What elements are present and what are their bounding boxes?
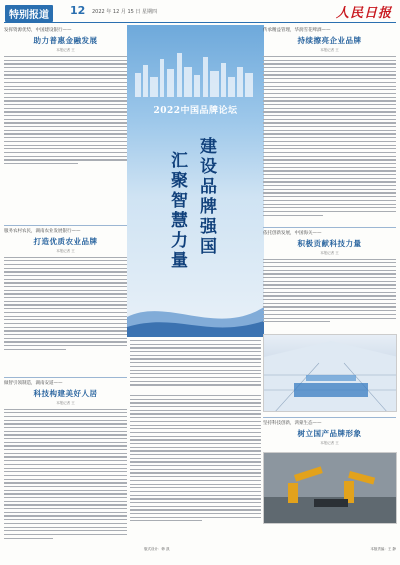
article-body bbox=[263, 259, 396, 323]
article-byline: 本报记者 王 bbox=[320, 250, 339, 255]
page-footer bbox=[4, 545, 396, 563]
article-headline: 持续擦亮企业品牌 bbox=[297, 36, 362, 45]
middle-bottom-text-block bbox=[130, 395, 261, 521]
article-byline: 本报记者 王 bbox=[320, 440, 339, 445]
article-5 bbox=[263, 225, 396, 322]
page-number: 12 bbox=[70, 4, 86, 17]
skyline-graphic bbox=[127, 47, 264, 97]
issue-date: 2022 年 12 月 15 日 星期四 bbox=[92, 9, 157, 15]
article-kicker: 做智引领制造，湖南安道—— bbox=[4, 380, 63, 386]
section-label: 特别报道 bbox=[5, 5, 53, 22]
article-byline: 本报记者 王 bbox=[56, 48, 75, 52]
article-headline: 打造优质农业品牌 bbox=[33, 236, 98, 246]
footer-designer: 版式设计：韩 凯 bbox=[144, 547, 170, 551]
article-headline: 积极贡献科技力量 bbox=[297, 238, 362, 248]
section-divider bbox=[4, 377, 127, 378]
article-6 bbox=[263, 415, 396, 449]
article-body bbox=[4, 56, 127, 164]
newspaper-logo: 人民日报 bbox=[335, 6, 392, 21]
article-3 bbox=[4, 375, 127, 539]
article-body bbox=[4, 257, 127, 350]
article-body bbox=[130, 395, 261, 521]
article-body bbox=[4, 409, 127, 539]
article-headline: 助力普惠金融发展 bbox=[33, 36, 98, 45]
article-kicker: 依托创新发展，中国海关—— bbox=[263, 230, 322, 236]
article-byline: 本报记者 王 bbox=[56, 400, 75, 405]
headline-vertical-1: 建设品牌强国 bbox=[196, 137, 216, 257]
masthead-rule bbox=[4, 22, 396, 23]
article-kicker: 服务农村农民，湖南农业发展银行—— bbox=[4, 228, 81, 234]
article-kicker: 发挥资源优势，中国建设银行—— bbox=[4, 28, 72, 33]
forum-title: 2022中国品牌论坛 bbox=[153, 106, 238, 116]
section-divider bbox=[263, 417, 396, 418]
article-kicker: 坚持科技创新，鸿蒙生态—— bbox=[263, 420, 322, 426]
article-1 bbox=[4, 25, 127, 164]
article-4 bbox=[263, 25, 396, 216]
headline-vertical-2: 汇聚智慧力量 bbox=[167, 151, 187, 271]
left-column bbox=[4, 25, 127, 545]
warehouse-photo bbox=[263, 334, 397, 412]
article-body bbox=[130, 340, 261, 386]
section-divider bbox=[263, 227, 396, 228]
article-byline: 本报记者 王 bbox=[320, 48, 339, 52]
article-kicker: 传承精益管理，华润雪花啤酒—— bbox=[263, 28, 331, 33]
ribbon-graphic bbox=[127, 277, 264, 337]
article-headline: 科技构建美好人居 bbox=[33, 388, 98, 398]
article-headline: 树立国产品牌形象 bbox=[297, 428, 362, 438]
masthead bbox=[0, 4, 400, 22]
factory-robot-photo bbox=[263, 452, 397, 524]
article-byline: 本报记者 王 bbox=[56, 248, 75, 253]
footer-editor: 本版责编：王 静 bbox=[370, 547, 396, 551]
article-2 bbox=[4, 223, 127, 350]
article-body bbox=[263, 56, 396, 216]
forum-poster bbox=[127, 25, 264, 337]
middle-column-text bbox=[130, 340, 261, 386]
section-divider bbox=[4, 225, 127, 226]
